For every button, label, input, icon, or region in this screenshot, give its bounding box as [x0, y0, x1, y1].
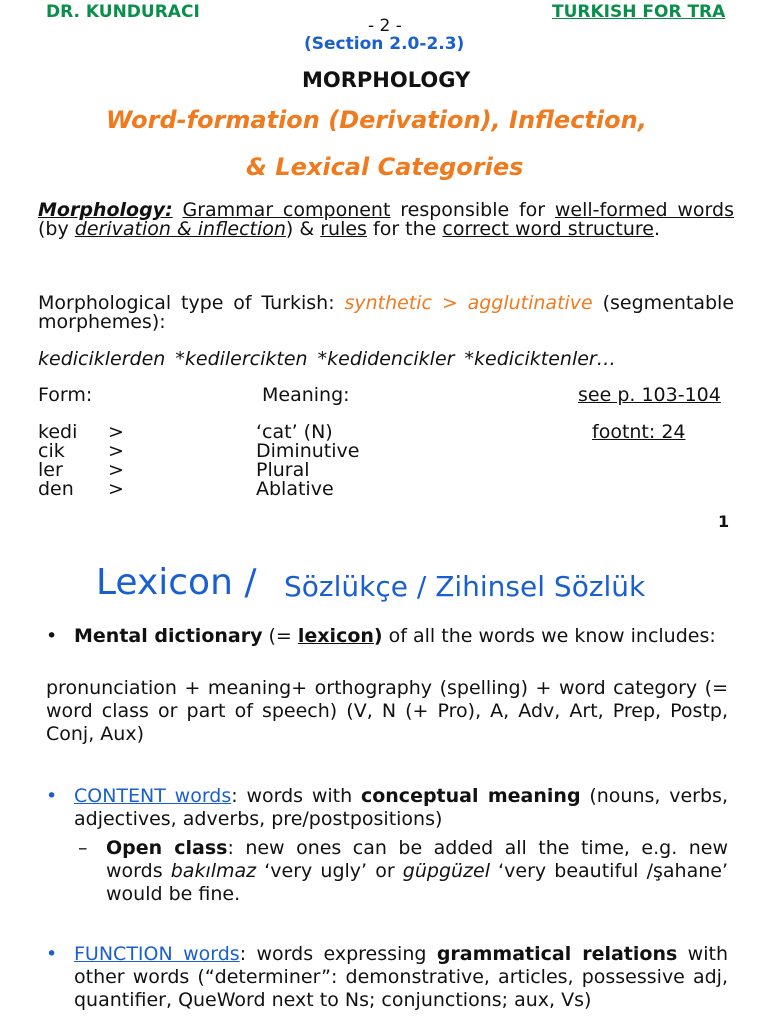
def-part: derivation & inflection: [74, 218, 286, 240]
type-label: Morphological type of Turkish:: [38, 292, 345, 314]
footnote-reference: footnt: 24: [592, 421, 686, 443]
definition-term: Morphology:: [38, 199, 173, 221]
morpheme-meaning: Plural: [256, 459, 310, 481]
text-part: ‘very ugly’ or: [256, 860, 403, 882]
form-label: Form:: [38, 384, 93, 406]
text-part: : new ones can be added all the time, e.g. new words: [106, 837, 728, 882]
morphological-type: [38, 294, 734, 332]
text-part: with other words (“determiner”: demonstrative, articles, possessive adj, quantifier, QueWord next to Ns; conjunctions; aux, Vs): [74, 943, 728, 1011]
course-header: TURKISH FOR TRA: [552, 2, 726, 22]
page-number: - 2 -: [368, 16, 402, 36]
def-part: Grammar component: [182, 199, 391, 221]
example-word: güpgüzel: [402, 860, 490, 882]
def-part: responsible for: [390, 199, 555, 221]
bullet-content-words: [46, 785, 728, 831]
morpheme-meaning: Diminutive: [256, 440, 360, 462]
mental-dictionary-term: Mental dictionary: [74, 625, 263, 647]
text-part: : words with: [231, 785, 361, 807]
example-word: bakılmaz: [170, 860, 257, 882]
morpheme-form: ler: [38, 459, 63, 481]
morpheme-form: den: [38, 478, 74, 500]
slide-title-line1: Word-formation (Derivation), Inflection,: [106, 106, 647, 134]
conceptual-meaning-term: conceptual meaning: [360, 785, 581, 807]
def-part: for the: [366, 218, 443, 240]
text-part: : words expressing: [239, 943, 437, 965]
lexicon-term: lexicon: [297, 625, 374, 647]
bullet-mental-dictionary: [46, 625, 728, 648]
text-part: (=: [262, 625, 298, 647]
section-label: (Section 2.0-2.3): [304, 34, 465, 54]
def-part: correct word structure: [442, 218, 654, 240]
type-value: synthetic > agglutinative: [344, 292, 593, 314]
bullet-icon: •: [46, 785, 58, 807]
text-part: of all the words we know includes:: [382, 625, 716, 647]
sub-bullet-open-class: [78, 837, 728, 906]
lexicon-subtitle: Sözlükçe / Zihinsel Sözlük: [284, 570, 646, 603]
def-part: ) &: [285, 218, 321, 240]
page-reference: see p. 103-104: [578, 384, 721, 406]
morpheme-arrow: >: [108, 440, 124, 462]
morpheme-arrow: >: [108, 459, 124, 481]
def-part: well-formed words: [554, 199, 734, 221]
function-words-term: FUNCTION words: [74, 943, 240, 965]
meaning-label: Meaning:: [262, 384, 350, 406]
morpheme-arrow: >: [108, 478, 124, 500]
text-part: ): [373, 625, 383, 647]
bullet-icon: •: [46, 625, 58, 647]
morpheme-form: kedi: [38, 421, 78, 443]
example-words: kediciklerden *kedilercikten *kedidencikler *kediciktenler…: [38, 348, 616, 370]
author-header: DR. KUNDURACI: [46, 2, 200, 22]
lexicon-components: pronunciation + meaning+ orthography (spelling) + word category (= word class or part of speech) (V, N (+ Pro), A, Adv, Art, Prep, Postp, Conj, Aux): [46, 677, 728, 745]
dash-icon: –: [78, 837, 88, 859]
open-class-term: Open class: [106, 837, 228, 859]
def-part: rules: [320, 218, 367, 240]
type-rest: (segmentable morphemes):: [38, 292, 735, 333]
morpheme-meaning: ‘cat’ (N): [256, 421, 333, 443]
slide-title-line2: & Lexical Categories: [246, 153, 524, 181]
lexicon-title: Lexicon /: [96, 562, 257, 603]
text-part: ‘very beautiful /şahane’ would be fine.: [106, 860, 728, 905]
text-part: (nouns, verbs, adjectives, adverbs, pre/postpositions): [74, 785, 728, 830]
slide-heading: MORPHOLOGY: [302, 68, 471, 92]
morpheme-arrow: >: [108, 421, 124, 443]
def-part: .: [653, 218, 660, 240]
def-part: (by: [38, 218, 75, 240]
grammatical-relations-term: grammatical relations: [436, 943, 678, 965]
bullet-icon: •: [46, 943, 58, 965]
content-words-term: CONTENT words: [74, 785, 232, 807]
slide-number: 1: [718, 512, 730, 531]
bullet-function-words: [46, 943, 728, 1012]
morpheme-form: cik: [38, 440, 65, 462]
morpheme-meaning: Ablative: [256, 478, 334, 500]
morphology-definition: [38, 201, 734, 239]
